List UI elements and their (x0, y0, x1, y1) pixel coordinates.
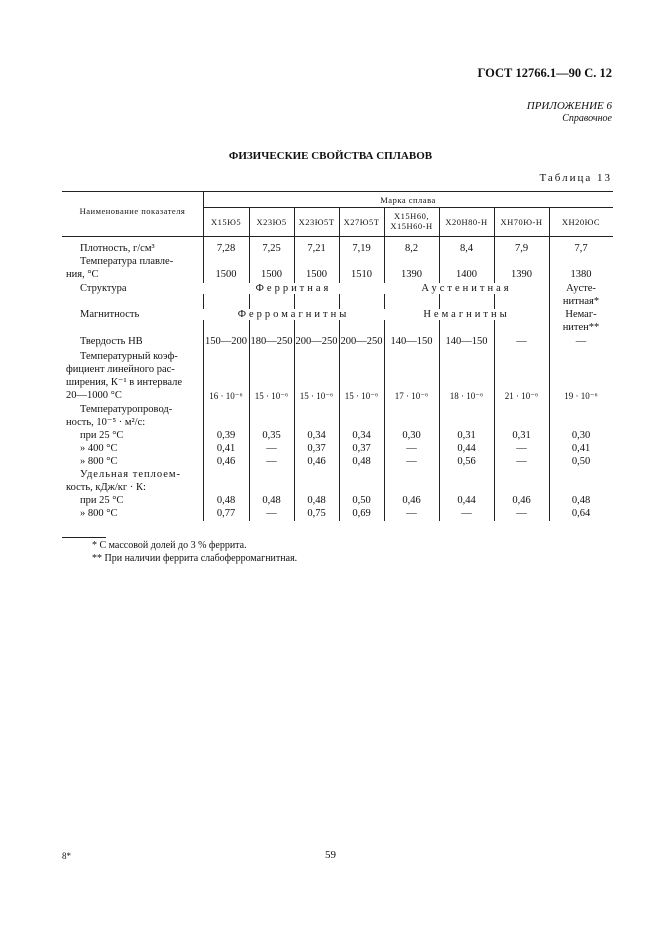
value-cell: — (516, 443, 527, 454)
table-number: Таблица 13 (539, 172, 612, 184)
value-cell: 7,21 (307, 243, 326, 254)
value-cell: 21 · 10⁻⁶ (504, 391, 539, 401)
value-cell: 15 · 10⁻⁶ (344, 391, 379, 401)
value-cell: 0,46 (402, 495, 421, 506)
value-cell: — (266, 456, 277, 467)
signature-mark: 8* (62, 851, 71, 861)
magnetism-last-2: нитен** (562, 322, 600, 333)
page-number: 59 (325, 849, 336, 861)
value-cell: — (516, 336, 527, 347)
value-cell: 1390 (511, 269, 532, 280)
value-cell: 7,9 (514, 243, 529, 254)
value-cell: 0,46 (307, 456, 326, 467)
value-cell: 0,30 (571, 430, 591, 441)
value-cell: 0,48 (571, 495, 591, 506)
value-cell: 0,39 (216, 430, 236, 441)
value-cell: 0,31 (512, 430, 531, 441)
value-cell: 200—250 (340, 336, 383, 347)
value-cell: 0,34 (307, 430, 326, 441)
value-cell: 1500 (261, 269, 282, 280)
row-label-expansion: Температурный коэф- (80, 351, 178, 362)
footnote-rule (62, 537, 106, 538)
value-cell: — (266, 508, 277, 519)
value-cell: 0,48 (262, 495, 281, 506)
appendix-type: Справочное (562, 113, 612, 124)
ferromagnetic-span: Ферромагнитны (203, 309, 384, 320)
value-cell: — (575, 336, 587, 347)
value-cell: 0,64 (571, 508, 591, 519)
value-cell: 7,19 (352, 243, 371, 254)
value-cell: 0,41 (216, 443, 236, 454)
value-cell: 1390 (401, 269, 422, 280)
footnote-1: * С массовой долей до 3 % феррита. (92, 540, 247, 551)
value-cell: 0,75 (307, 508, 326, 519)
value-cell: 0,69 (352, 508, 371, 519)
column-header: Х15Н60, Х15Н60-Н (390, 211, 433, 231)
row-label-diff-400: » 400 °С (80, 443, 118, 454)
value-cell: — (461, 508, 472, 519)
row-label-diff-800: » 800 °С (80, 456, 118, 467)
row-label-diff-25: при 25 °С (80, 430, 124, 441)
row-label-heat-25: при 25 °С (80, 495, 124, 506)
value-cell: 7,25 (262, 243, 281, 254)
value-cell: — (516, 456, 527, 467)
row-label-density: Плотность, г/см³ (80, 243, 155, 254)
value-cell: 200—250 (295, 336, 338, 347)
column-header: ХН20ЮС (561, 217, 601, 227)
row-label-melting-cont: ния, °С (66, 269, 99, 280)
structure-last-2: нитная* (562, 296, 600, 307)
column-header: Х20Н80-Н (445, 217, 488, 227)
value-cell: 0,56 (457, 456, 476, 467)
value-cell: — (406, 508, 417, 519)
value-cell: 0,30 (402, 430, 421, 441)
value-cell: 0,34 (352, 430, 371, 441)
structure-last-1: Аусте- (566, 283, 596, 294)
column-header: Х15Ю5 (210, 217, 242, 227)
value-cell: 1510 (351, 269, 372, 280)
footnote-2: ** При наличии феррита слабоферромагнитная. (92, 553, 298, 564)
value-cell: 0,44 (457, 443, 476, 454)
column-header: Х23Ю5 (256, 217, 287, 227)
value-cell: 140—150 (445, 336, 488, 347)
value-cell: — (406, 443, 417, 454)
value-cell: 0,46 (216, 456, 236, 467)
value-cell: — (266, 443, 277, 454)
row-label-expansion-cont: фициент линейного рас- (66, 364, 175, 375)
row-label-diffusivity-cont: ность, 10⁻⁵ · м²/с: (66, 417, 146, 428)
group-header-rule (203, 207, 613, 208)
row-label-diffusivity: Температуропровод- (80, 404, 173, 415)
header-bottom-rule (62, 236, 613, 237)
value-cell: 16 · 10⁻⁶ (209, 391, 243, 401)
value-cell: 0,37 (307, 443, 326, 454)
value-cell: 0,77 (216, 508, 236, 519)
magnetism-last-1: Немаг- (565, 309, 597, 320)
value-cell: 0,46 (512, 495, 531, 506)
value-cell: 180—250 (250, 336, 293, 347)
value-cell: 0,48 (307, 495, 326, 506)
value-cell: 0,50 (571, 456, 591, 467)
value-cell: 0,37 (352, 443, 371, 454)
parameter-header: Наименование показателя (79, 206, 186, 216)
value-cell: 7,7 (574, 243, 588, 254)
value-cell: 15 · 10⁻⁶ (299, 391, 334, 401)
value-cell: 15 · 10⁻⁶ (254, 391, 289, 401)
ferritic-span: Ферритная (203, 283, 384, 294)
value-cell: 0,41 (571, 443, 591, 454)
row-label-heat-800: » 800 °С (80, 508, 118, 519)
value-cell: 0,31 (457, 430, 476, 441)
row-label-heat-capacity-cont: кость, кДж/кг · К: (66, 482, 146, 493)
table-top-rule (62, 191, 613, 192)
standard-number: ГОСТ 12766.1—90 С. 12 (477, 66, 612, 80)
value-cell: 0,48 (352, 456, 371, 467)
value-cell: 0,35 (262, 430, 281, 441)
page-title: ФИЗИЧЕСКИЕ СВОЙСТВА СПЛАВОВ (228, 150, 433, 162)
value-cell: 0,50 (352, 495, 371, 506)
row-label-expansion-cont: ширения, К⁻¹ в интервале (66, 377, 183, 388)
value-cell: — (516, 508, 527, 519)
row-label-melting: Температура плавле- (80, 256, 174, 267)
value-cell: 7,28 (216, 243, 236, 254)
value-cell: 150—200 (205, 336, 247, 347)
row-label-magnetism: Магнитность (80, 309, 140, 320)
row-label-expansion-cont: 20—1000 °С (66, 390, 122, 401)
row-label-heat-capacity: Удельная теплоем- (80, 469, 182, 480)
value-cell: 140—150 (390, 336, 433, 347)
value-cell: 1500 (306, 269, 327, 280)
column-header: ХН70Ю-Н (500, 217, 543, 227)
value-cell: — (406, 456, 417, 467)
value-cell: 17 · 10⁻⁶ (394, 391, 429, 401)
value-cell: 1380 (570, 269, 592, 280)
value-cell: 8,4 (459, 243, 474, 254)
value-cell: 0,44 (457, 495, 476, 506)
value-cell: 0,48 (216, 495, 236, 506)
appendix-label: ПРИЛОЖЕНИЕ 6 (526, 100, 612, 112)
column-header: Х27Ю5Т (343, 217, 380, 227)
nonmagnetic-span: Немагнитны (384, 309, 549, 320)
value-cell: 8,2 (404, 243, 419, 254)
row-label-structure: Структура (80, 283, 127, 294)
value-cell: 19 · 10⁻⁶ (564, 391, 598, 401)
column-header: Х23Ю5Т (298, 217, 335, 227)
value-cell: 1500 (215, 269, 237, 280)
alloy-grade-header: Марка сплава (380, 195, 436, 205)
row-label-hardness: Твердость НВ (80, 336, 143, 347)
col-divider (203, 191, 204, 521)
value-cell: 1400 (456, 269, 477, 280)
value-cell: 18 · 10⁻⁶ (449, 391, 484, 401)
austenitic-span: Аустенитная (384, 283, 549, 294)
